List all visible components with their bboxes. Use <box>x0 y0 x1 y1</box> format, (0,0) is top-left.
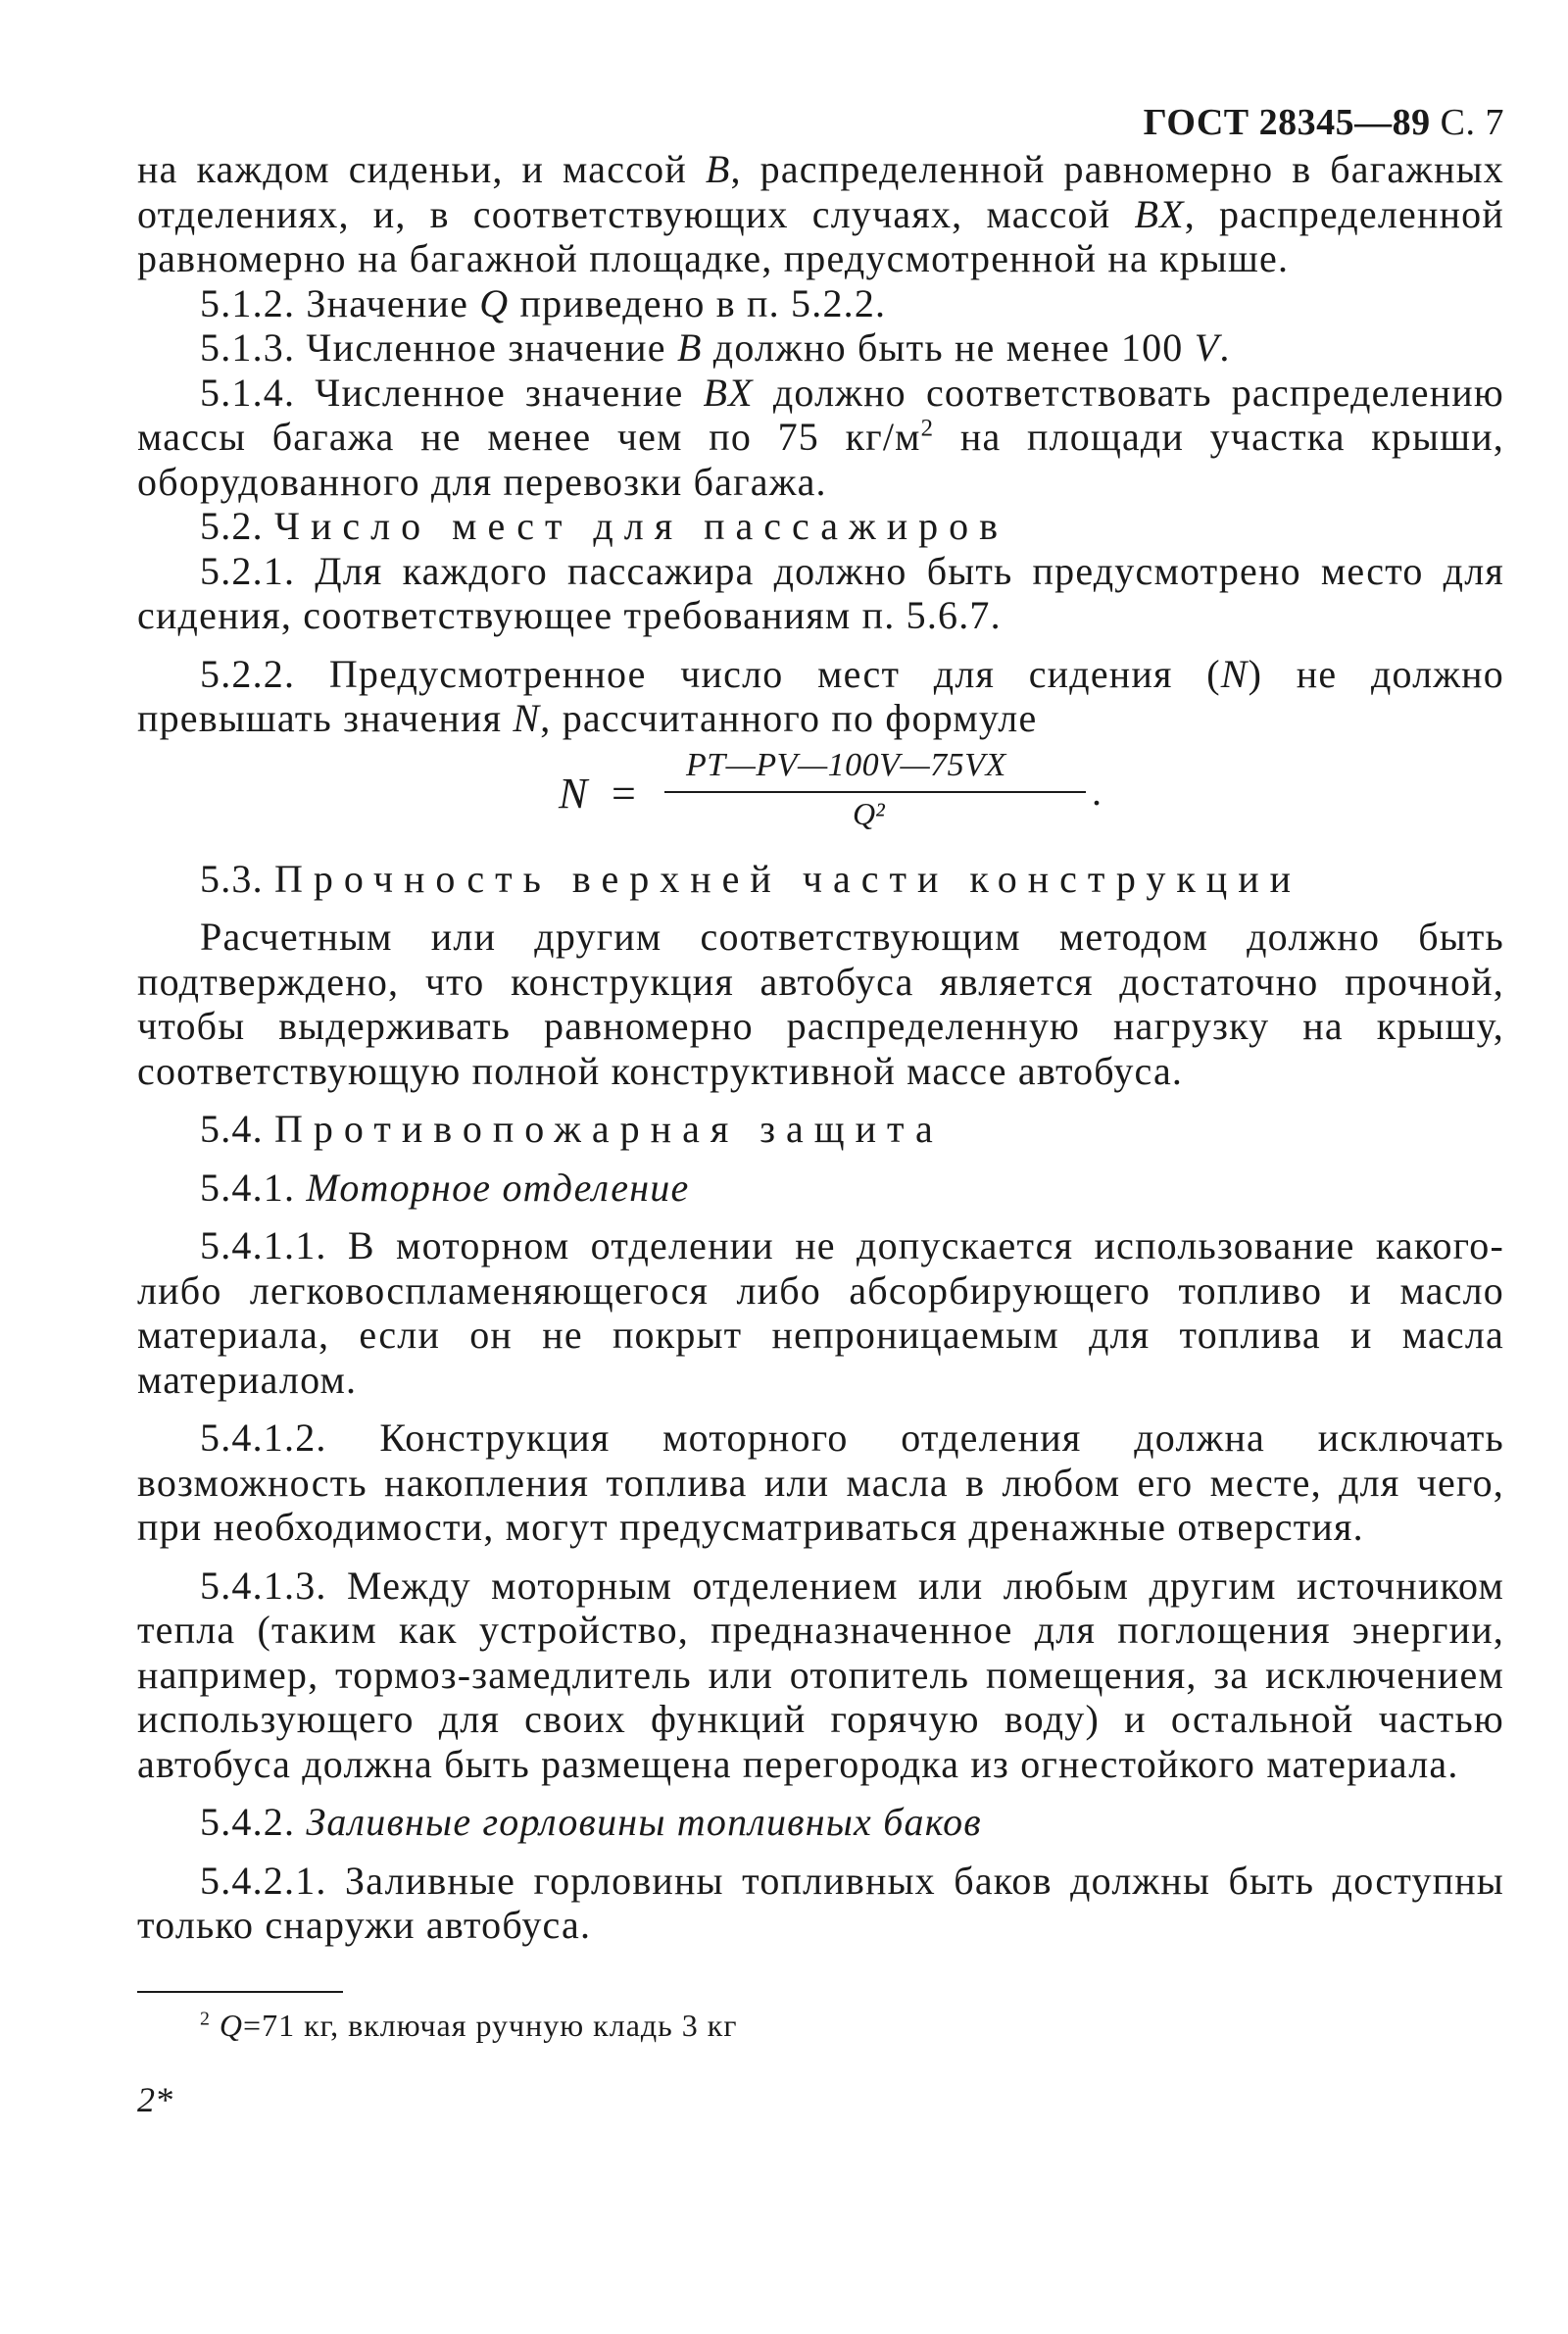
section-heading-5-2: 5.2. Число мест для пассажиров <box>200 504 1008 548</box>
formula-equals: = <box>612 769 636 818</box>
paragraph-5-3: Расчетным или другим соответствующим методом должно быть подтверждено, что конструкция автобуса является достаточно прочной, чтобы выдерживать равномерно распределенную нагрузку на крышу, соответствующую полной конструктивной массе автобуса. <box>137 915 1504 1093</box>
section-heading-5-3: 5.3. Прочность верхней части конструкции <box>200 856 1302 901</box>
section-heading-5-4: 5.4. Противопожарная защита <box>200 1107 944 1151</box>
formula-numerator: PT—PV—100V—75VX <box>686 746 1006 783</box>
footnote-divider <box>137 1991 343 1993</box>
formula-denominator: Q² <box>853 795 885 831</box>
paragraph-5-1-2: 5.1.2. Значение Q приведено в п. 5.2.2. <box>200 280 887 325</box>
page-number: С. 7 <box>1440 102 1504 143</box>
formula-lhs: N <box>559 769 588 818</box>
paragraph-5-1-3: 5.1.3. Численное значение В должно быть не менее 100 V. <box>200 325 1231 370</box>
subsection-heading-5-4-1: 5.4.1. Моторное отделение <box>200 1165 690 1210</box>
seat-count-formula <box>137 747 1504 843</box>
paragraph-5-4-1-2: 5.4.1.2. Конструкция моторного отделения должна исключать возможность накопления топлива или масла в любом его месте, для чего, при необходимости, могут предусматриваться дренажные отверстия. <box>137 1415 1504 1549</box>
paragraph-5-2-1: 5.2.1. Для каждого пассажира должно быть предусмотрено место для сидения, соответствующее требованиям п. 5.6.7. <box>137 548 1504 637</box>
paragraph-5-1-4: 5.1.4. Численное значение BX должно соответствовать распределению массы багажа не менее чем по 75 $кг/м^2$ на площади участка крыши, оборудованного для перевозки багажа. <box>137 370 1505 504</box>
paragraph-5-4-2-1: 5.4.2.1. Заливные горловины топливных баков должны быть доступны только снаружи автобуса. <box>137 1858 1504 1947</box>
sheet-signature: 2* <box>137 2079 172 2119</box>
paragraph-continuation: на каждом сиденьи, и массой В, распределенной равномерно в багажных отделениях, и, в соответствующих случаях, массой BX, распределенной равномерно на багажной площадке, предусмотренной на крыше. <box>137 147 1504 280</box>
formula-end: . <box>1092 769 1102 814</box>
page-header <box>137 98 1504 147</box>
paragraph-5-4-1-3: 5.4.1.3. Между моторным отделением или любым другим источником тепла (таким как устройство, предназначенное для поглощения энергии, например, тормоз-замедлитель или отопитель помещения, за исключением использующего для своих функций горячую воду) и остальной частью автобуса должна быть размещена перегородка из огнестойкого материала. <box>137 1563 1504 1786</box>
footnote: $^2$ Q=71 кг, включая ручную кладь 3 кг <box>200 2007 738 2043</box>
paragraph-5-4-1-1: 5.4.1.1. В моторном отделении не допускается использование какого-либо легковоспламеняющегося либо абсорбирующего топливо и масло материала, если он не покрыт непроницаемым для топлива и масла материалом. <box>137 1223 1504 1402</box>
subsection-heading-5-4-2: 5.4.2. Заливные горловины топливных баков <box>200 1800 982 1844</box>
paragraph-5-2-2: 5.2.2. Предусмотренное число мест для сидения (N) не должно превышать значения N, рассчитанного по формуле <box>137 651 1504 740</box>
fraction-bar <box>664 791 1086 793</box>
document-page <box>137 98 1504 2120</box>
standard-number: ГОСТ 28345—89 <box>1143 102 1431 143</box>
footnote-mark: 2 <box>200 2007 211 2029</box>
